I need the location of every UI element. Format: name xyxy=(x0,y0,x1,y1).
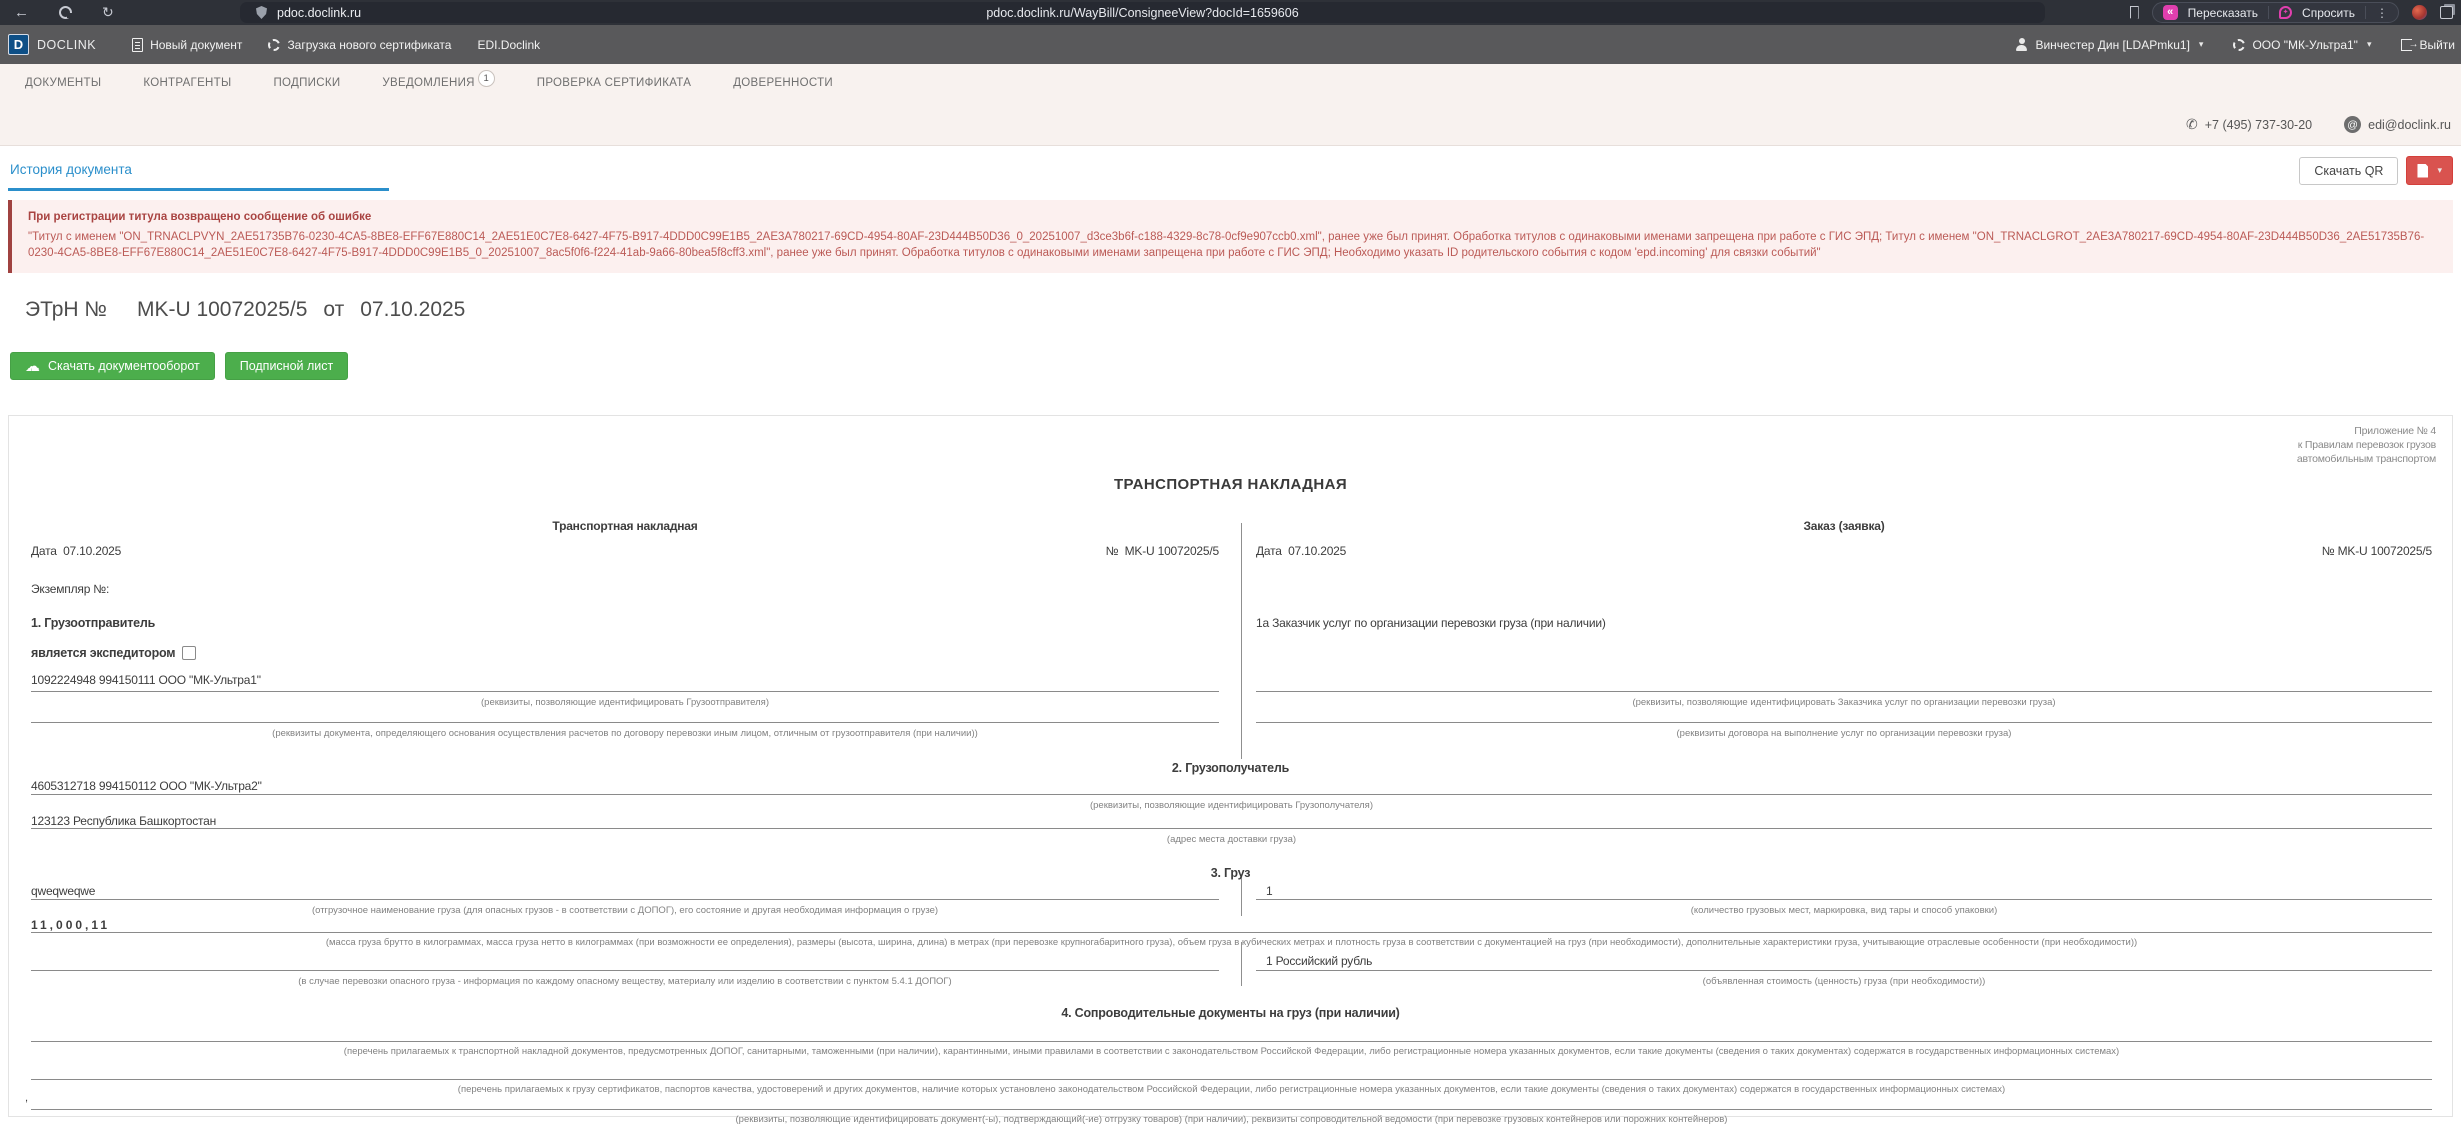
logout-icon xyxy=(2401,39,2412,51)
field-caption: (в случае перевозки опасного груза - информация по каждому опасному веществу, материалу или изделию в соответствии с пунктом 5.4.1 ДОПОГ) xyxy=(298,976,952,987)
org-name: ООО "МК-Ультра1" xyxy=(2252,37,2358,52)
extension-icon[interactable] xyxy=(2412,5,2427,20)
appendix-note: Приложение № 4 к Правилам перевозок грузов автомобильным транспортом xyxy=(2296,425,2436,465)
doc-from-label: от xyxy=(323,298,345,321)
waybill-title: ТРАНСПОРТНАЯ НАКЛАДНАЯ xyxy=(1113,476,1348,493)
retell-icon[interactable]: « xyxy=(2163,5,2178,20)
new-document-icon xyxy=(132,38,143,52)
field-caption: (перечень прилагаемых к транспортной накладной документов, предусмотренных ДОПОГ, санитарными, таможенными (при наличии), карантинными, иными правилами в соответствии с законодательством Российской Федерации, либо регистрационные номера указанных документов, если такие документы (сведения о таких документах) содержатся в государственных информационных системах) xyxy=(343,1046,2120,1057)
error-alert-body: "Титул с именем "ON_TRNACLPVYN_2AE51735B76-0230-4CA5-8BE8-EFF67E880C14_2AE51E0C7E8-6427-4F75-B917-4DDD0C99E1B5_2AE3A780217-69CD-4954-80AF-23D444B50D36_0_20251007_d3ce3b6f-c188-4329-8c78-0cf9e907ccb0.xml", ранее уже был принят. Обработка титулов с одинаковыми именами запрещена при работе с ГИС ЭПД; Титул с именем "ON_TRNACLGROT_2AE3A780217-69CD-4954-80AF-23D444B50D36_2AE51735B76-0230-4CA5-8BE8-EFF67E880C14_2AE51E0C7E8-6427-4F75-B917-4DDD0C99E1B5_0_20251007_8ac5f0f6-f224-41ab-9a66-80bea5f8cff3.xml", ранее уже был принят. Обработка титулов с одинаковыми именами запрещена при работе с ГИС ЭПД; Необходимо указать ID родительского события с кодом 'epd.incoming' для связки событий" xyxy=(28,230,2425,259)
more-menu-icon[interactable]: ⋮ xyxy=(2376,5,2388,20)
nav-item-contractors[interactable]: КОНТРАГЕНТЫ xyxy=(143,77,232,89)
phone-link[interactable] xyxy=(2186,116,2312,133)
error-alert xyxy=(8,200,2453,273)
left-column-header: Транспортная накладная xyxy=(552,519,698,533)
browser-bar xyxy=(0,0,2461,25)
waybill-document xyxy=(8,415,2453,1125)
field-caption: (реквизиты документа, определяющего основания осуществления расчетов по договору перевозки иным лицом, отличным от грузоотправителя (при наличии)) xyxy=(272,728,978,739)
shield-icon[interactable] xyxy=(256,6,267,19)
address-bar[interactable] xyxy=(240,2,2045,23)
field-underline xyxy=(31,970,1219,971)
field-underline xyxy=(31,1079,2432,1080)
gear-icon xyxy=(2233,39,2245,51)
download-docflow-button[interactable] xyxy=(10,352,215,380)
tab-document-history[interactable]: История документа xyxy=(10,162,132,177)
field-caption: (реквизиты, позволяющие идентифицировать документ(-ы), подтверждающий(-ие) отгрузку товаров) (при наличии), реквизиты сопроводительной ведомости (при перевозке грузовых контейнеров или порожних контейнеров) xyxy=(735,1114,1728,1125)
field-caption: (адрес места доставки груза) xyxy=(1166,834,1297,845)
download-docflow-label: Скачать документооборот xyxy=(48,359,200,373)
notifications-badge: 1 xyxy=(478,70,495,87)
doclink-logo[interactable] xyxy=(8,34,96,55)
chevron-down-icon: ▾ xyxy=(2198,39,2204,49)
field-caption: (реквизиты договора на выполнение услуг по организации перевозки груза) xyxy=(1676,728,2012,739)
forwarder-checkbox[interactable] xyxy=(182,646,196,660)
field-underline xyxy=(1256,899,2432,900)
field-underline xyxy=(1256,970,2432,971)
sign-sheet-label: Подписной лист xyxy=(239,359,334,373)
logout-button[interactable] xyxy=(2401,38,2455,52)
section1-title: 1. Грузоотправитель xyxy=(31,616,156,630)
field-underline xyxy=(31,932,2432,933)
field-underline xyxy=(31,828,2432,829)
cargo-name-value: qweqweqwe xyxy=(31,884,96,898)
user-menu[interactable] xyxy=(2015,38,2203,52)
active-tab-indicator xyxy=(8,188,389,191)
back-icon[interactable]: ← xyxy=(14,4,29,21)
new-document-button[interactable] xyxy=(132,38,242,52)
nav-item-documents[interactable]: ДОКУМЕНТЫ xyxy=(25,77,102,89)
tabs-icon[interactable] xyxy=(2440,6,2453,19)
cargo-declared-value: 1 Российский рубль xyxy=(1266,954,1373,968)
field-caption: (перечень прилагаемых к грузу сертификатов, паспортов качества, удостоверений и других документов, наличие которых установлено законодательством Российской Федерации, либо регистрационные номера указанных документов, если такие документы (сведения о таких документах) содержатся в государственных информационных системах) xyxy=(457,1084,2006,1095)
email-link[interactable] xyxy=(2344,116,2451,133)
org-menu[interactable] xyxy=(2233,38,2371,52)
certificate-icon xyxy=(268,39,280,51)
waybill-date-number-row: Дата 07.10.2025 № MK-U 10072025/5 xyxy=(31,544,1219,558)
right-column-header: Заказ (заявка) xyxy=(1803,519,1885,533)
download-qr-button[interactable]: Скачать QR xyxy=(2299,157,2398,185)
section2-title: 2. Грузополучатель xyxy=(1171,761,1290,775)
divider xyxy=(2268,6,2269,19)
browser-logo-icon[interactable] xyxy=(59,6,72,19)
column-divider xyxy=(1241,523,1242,759)
field-caption: (отгрузочное наименование груза (для опасных грузов - в соответствии с ДОПОГ), его состояние и другая необходимая информация о грузе) xyxy=(311,905,939,916)
download-pdf-button[interactable] xyxy=(2406,156,2453,185)
forwarder-checkbox-row xyxy=(31,646,196,660)
logout-label: Выйти xyxy=(2419,37,2455,52)
field-underline xyxy=(31,722,1219,723)
field-underline xyxy=(31,899,1219,900)
edi-doclink-link[interactable] xyxy=(477,38,540,52)
bookmark-icon[interactable] xyxy=(2130,6,2139,19)
divider xyxy=(2365,6,2366,19)
field-caption: (объявленная стоимость (ценность) груза (при необходимости)) xyxy=(1702,976,1986,987)
ask-button[interactable]: Спросить xyxy=(2302,5,2355,20)
upload-certificate-button[interactable] xyxy=(268,38,451,52)
field-caption: (масса груза брутто в килограммах, масса груза нетто в килограммах (при возможности ее определения), размеры (высота, ширина, длина) в метрах (при перевозке крупногабаритного груза), объем груза в кубических метрах и плотность груза в соответствии с документацией на груз (при необходимости), дополнительные характеристики груза, учитывающие отраслевые особенности (при необходимости)) xyxy=(325,937,2138,948)
nav-band xyxy=(0,64,2461,146)
consignee-value: 4605312718 994150112 ООО "МК-Ультра2" xyxy=(31,779,262,793)
retell-button[interactable]: Пересказать xyxy=(2187,5,2259,20)
field-underline xyxy=(1256,691,2432,692)
field-caption: (реквизиты, позволяющие идентифицировать Заказчика услуг по организации перевозки груза) xyxy=(1632,697,2056,708)
phone-number: +7 (495) 737-30-20 xyxy=(2204,117,2313,132)
field-underline xyxy=(31,691,1219,692)
field-underline xyxy=(31,794,2432,795)
new-document-label: Новый документ xyxy=(150,37,243,52)
field-caption: (реквизиты, позволяющие идентифицировать Грузополучателя) xyxy=(1089,800,1373,811)
column-divider xyxy=(1241,874,1242,916)
user-name: Винчестер Дин [LDAPmku1] xyxy=(2035,37,2190,52)
section4-title: 4. Сопроводительные документы на груз (при наличии) xyxy=(1061,1006,1400,1020)
field-caption: (количество грузовых мест, маркировка, вид тары и способ упаковки) xyxy=(1690,905,1998,916)
field-underline xyxy=(31,1041,2432,1042)
nav-item-certificate-check[interactable]: ПРОВЕРКА СЕРТИФИКАТА xyxy=(536,77,692,89)
app-header xyxy=(0,25,2461,64)
brand-name: DOCLINK xyxy=(37,37,97,52)
column-divider xyxy=(1241,942,1242,986)
order-date-number-row: Дата 07.10.2025 № MK-U 10072025/5 xyxy=(1256,544,2432,558)
field-caption: (реквизиты, позволяющие идентифицировать Грузоотправителя) xyxy=(481,697,769,708)
doc-number-prefix: ЭТрН № xyxy=(25,298,107,321)
nav-item-notifications-label: УВЕДОМЛЕНИЯ xyxy=(382,77,475,89)
doclink-logo-icon: D xyxy=(8,34,29,55)
copy-number-label: Экземпляр №: xyxy=(31,582,110,596)
email-icon: @ xyxy=(2344,116,2361,133)
section3-title: 3. Груз xyxy=(1210,866,1251,880)
page-title: pdoc.doclink.ru/WayBill/ConsigneeView?docId=1659606 xyxy=(986,5,1299,20)
cargo-mass-value: 11,000,11 xyxy=(31,918,111,932)
nav-item-subscriptions[interactable]: ПОДПИСКИ xyxy=(273,77,341,89)
ask-icon[interactable]: ✦ xyxy=(2279,6,2292,19)
field-underline xyxy=(1256,722,2432,723)
pdf-file-icon xyxy=(2417,164,2428,178)
ai-toolbar xyxy=(2152,2,2399,23)
forwarder-checkbox-label: является экспедитором xyxy=(31,646,176,660)
url-text[interactable]: pdoc.doclink.ru xyxy=(277,5,362,20)
document-heading xyxy=(25,298,481,322)
refresh-icon[interactable]: ↻ xyxy=(102,4,114,20)
doc-number: MK-U 10072025/5 xyxy=(136,298,308,321)
shipper-value: 1092224948 994150111 ООО "МК-Ультра1" xyxy=(31,673,261,687)
nav-item-notifications[interactable] xyxy=(382,73,494,94)
nav-item-power-of-attorney[interactable]: ДОВЕРЕННОСТИ xyxy=(733,77,833,89)
delivery-address-value: 123123 Республика Башкортостан xyxy=(31,814,217,828)
sign-sheet-button[interactable] xyxy=(225,352,349,380)
order-number: MK-U 10072025/5 xyxy=(2337,544,2432,558)
field-underline xyxy=(31,1109,2432,1110)
chevron-down-icon: ▾ xyxy=(2366,39,2372,49)
edi-doclink-label: EDI.Doclink xyxy=(477,37,541,52)
error-alert-title: При регистрации титула возвращено сообщение об ошибке xyxy=(28,211,372,223)
shipping-doc-value: , xyxy=(25,1092,28,1104)
order-date: 07.10.2025 xyxy=(1288,544,1347,558)
cloud-download-icon: ☁ ↓ xyxy=(25,360,40,373)
user-icon xyxy=(2015,38,2028,51)
waybill-date: 07.10.2025 xyxy=(63,544,122,558)
chevron-down-icon: ▾ xyxy=(2437,165,2442,175)
phone-icon: ✆ xyxy=(2186,116,2198,132)
doc-date: 07.10.2025 xyxy=(360,298,466,321)
waybill-number: MK-U 10072025/5 xyxy=(1124,544,1219,558)
cargo-count-value: 1 xyxy=(1266,884,1273,898)
email-address: edi@doclink.ru xyxy=(2368,117,2451,132)
upload-certificate-label: Загрузка нового сертификата xyxy=(287,37,452,52)
section1a-title: 1а Заказчик услуг по организации перевозки груза (при наличии) xyxy=(1256,616,1606,630)
